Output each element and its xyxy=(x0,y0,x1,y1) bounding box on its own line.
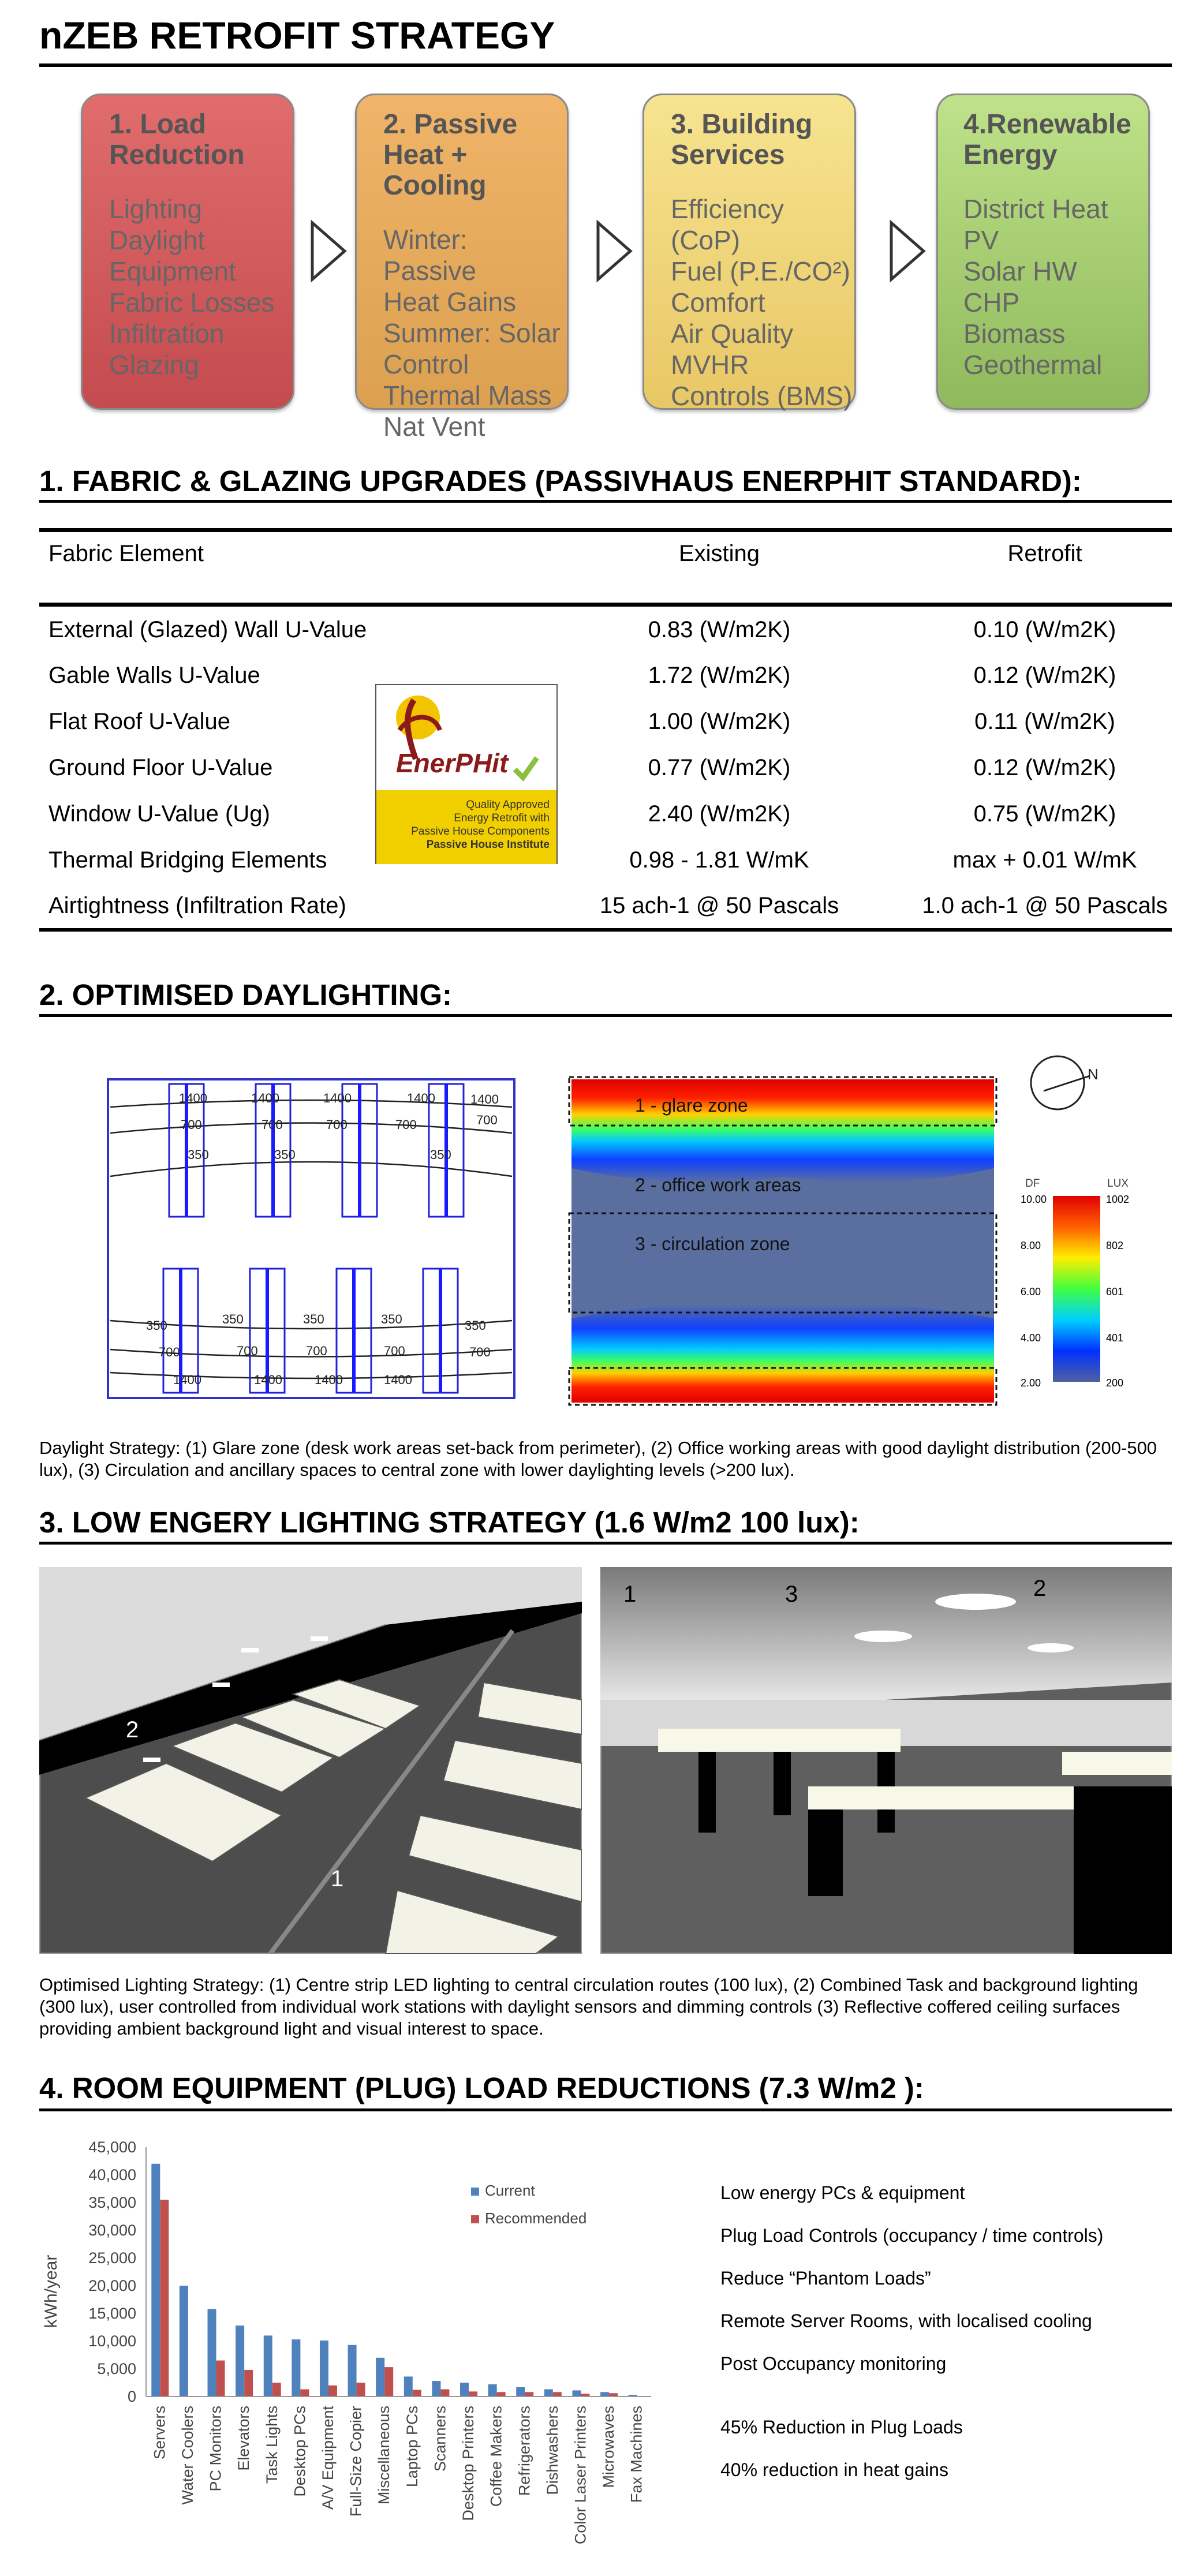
daylight-heatmap xyxy=(567,1076,999,1406)
badge-line: Energy Retrofit with xyxy=(454,812,550,824)
bar-recommended xyxy=(413,2390,421,2396)
contour-label: 1400 xyxy=(384,1373,412,1387)
bar-current xyxy=(544,2390,553,2396)
chevron-right-icon xyxy=(595,219,635,283)
point-item: Plug Load Controls (occupancy / time controls) xyxy=(720,2225,1104,2246)
x-tick-label: Coffee Makers xyxy=(487,2406,505,2507)
daylight-caption: Daylight Strategy: (1) Glare zone (desk work areas set-back from perimeter), (2) Office working areas with good daylight distribution (200-500 lux), (3) Circulation and ancillary spaces to central zone with lower daylighting levels (>200 lux). xyxy=(39,1438,1157,1480)
contour-label: 350 xyxy=(188,1147,209,1162)
bar-recommended xyxy=(497,2392,506,2396)
box-title-2: Services xyxy=(671,140,785,170)
contour-label: 1400 xyxy=(251,1091,279,1105)
contour-label: 350 xyxy=(381,1312,402,1326)
enerphit-badge xyxy=(375,684,558,864)
section1-heading: 1. FABRIC & GLAZING UPGRADES (PASSIVHAUS ENERPHIT STANDARD): xyxy=(39,465,1082,498)
legend-tick: 601 xyxy=(1106,1286,1124,1298)
result-item: 40% reduction in heat gains xyxy=(720,2459,948,2480)
page-title: nZEB RETROFIT STRATEGY xyxy=(39,14,555,57)
box-title-2: Heat + Cooling xyxy=(383,140,487,201)
box-item: Equipment xyxy=(109,256,236,286)
legend-tick: 10.00 xyxy=(1021,1194,1047,1205)
strategy-box-building-services xyxy=(642,94,856,410)
x-tick-label: Task Lights xyxy=(263,2406,281,2484)
box-item: PV xyxy=(963,225,999,255)
column-header: Retrofit xyxy=(1007,541,1082,566)
box-item: Daylight xyxy=(109,225,206,255)
legend-swatch-recommended xyxy=(471,2215,479,2223)
bar-current xyxy=(572,2390,581,2396)
box-item: Heat Gains xyxy=(383,287,517,317)
contour-label: 1400 xyxy=(315,1373,343,1387)
x-tick-label: Refrigerators xyxy=(515,2406,533,2496)
contour-label: 1400 xyxy=(407,1091,435,1105)
daylight-legend xyxy=(1021,1177,1159,1408)
table-cell: 0.83 (W/m2K) xyxy=(648,617,791,642)
table-cell: 2.40 (W/m2K) xyxy=(648,801,791,827)
bar-current xyxy=(432,2381,440,2396)
y-tick-label: 40,000 xyxy=(88,2166,136,2184)
table-cell: 0.12 (W/m2K) xyxy=(973,663,1116,688)
x-tick-label: Elevators xyxy=(235,2406,253,2471)
box-item: Fabric Losses xyxy=(109,287,275,317)
box-item: Summer: Solar xyxy=(383,318,561,348)
legend-current: Current xyxy=(485,2182,535,2199)
legend-lux-label: LUX xyxy=(1107,1177,1129,1190)
x-tick-label: Color Laser Printers xyxy=(571,2406,589,2545)
legend-tick: 200 xyxy=(1106,1377,1124,1389)
table-cell: Window U-Value (Ug) xyxy=(48,801,270,827)
box-item: Infiltration xyxy=(109,319,225,349)
y-tick-label: 10,000 xyxy=(88,2332,136,2350)
lighting-render-perspective xyxy=(600,1567,1172,1954)
contour-label: 700 xyxy=(384,1344,405,1358)
column-header: Existing xyxy=(678,541,760,566)
legend-tick: 4.00 xyxy=(1021,1332,1041,1344)
section4-heading: 4. ROOM EQUIPMENT (PLUG) LOAD REDUCTIONS (7.3 W/m2 ): xyxy=(39,2072,924,2104)
table-cell: 0.75 (W/m2K) xyxy=(973,801,1116,827)
bar-current xyxy=(320,2341,328,2396)
render-label: 2 xyxy=(1033,1576,1047,1601)
bar-current xyxy=(348,2345,357,2396)
x-tick-label: Laptop PCs xyxy=(403,2406,421,2488)
x-tick-label: Dishwashers xyxy=(543,2406,561,2495)
box-item: Lighting xyxy=(109,194,203,224)
box-title-1: 2. Passive xyxy=(383,109,518,140)
contour-label: 350 xyxy=(430,1147,451,1162)
badge-line: Passive House Components xyxy=(411,825,550,838)
table-cell: External (Glazed) Wall U-Value xyxy=(48,617,367,642)
box-title-1: 3. Building xyxy=(671,109,813,140)
box-title-1: 4.Renewable xyxy=(963,109,1131,140)
table-bottom-rule xyxy=(39,928,1172,932)
x-tick-label: A/V Equipment xyxy=(319,2406,337,2510)
y-axis-label: kWh/year xyxy=(42,2255,61,2328)
bar-current xyxy=(600,2392,609,2396)
y-tick-label: 30,000 xyxy=(88,2222,136,2239)
zone-label: 1 - glare zone xyxy=(635,1095,748,1116)
y-tick-label: 20,000 xyxy=(88,2277,136,2294)
strategy-box-passive xyxy=(355,94,569,442)
contour-label: 700 xyxy=(306,1344,327,1358)
section3-heading: 3. LOW ENGERY LIGHTING STRATEGY (1.6 W/m2 100 lux): xyxy=(39,1506,860,1539)
contour-label: 1400 xyxy=(179,1091,207,1105)
x-tick-label: Desktop Printers xyxy=(459,2406,477,2521)
table-cell: max + 0.01 W/mK xyxy=(952,847,1137,873)
point-item: Low energy PCs & equipment xyxy=(720,2182,965,2203)
bar-recommended xyxy=(216,2361,225,2396)
render-label: 1 xyxy=(331,1866,344,1891)
bar-current xyxy=(292,2339,300,2396)
contour-label: 700 xyxy=(181,1117,202,1132)
box-item: CHP xyxy=(963,287,1020,317)
legend-tick: 6.00 xyxy=(1021,1286,1041,1298)
legend-df-label: DF xyxy=(1025,1177,1040,1190)
contour-label: 700 xyxy=(326,1117,348,1132)
compass-icon xyxy=(1026,1050,1107,1114)
box-item: Controls (BMS) xyxy=(671,381,853,411)
contour-label: 350 xyxy=(303,1312,324,1326)
table-cell: 15 ach-1 @ 50 Pascals xyxy=(599,893,839,918)
y-tick-label: 35,000 xyxy=(88,2194,136,2211)
contour-label: 700 xyxy=(395,1117,417,1132)
table-cell: 0.10 (W/m2K) xyxy=(973,617,1116,642)
x-tick-label: Water Coolers xyxy=(178,2406,196,2505)
point-item: Remote Server Rooms, with localised cooling xyxy=(720,2310,1092,2331)
badge-line: Passive House Institute xyxy=(426,839,550,851)
box-title-2: Reduction xyxy=(109,140,245,170)
y-tick-label: 5,000 xyxy=(97,2360,136,2377)
legend-tick: 802 xyxy=(1106,1240,1124,1251)
table-cell: Ground Floor U-Value xyxy=(48,755,273,780)
section-rule xyxy=(39,2108,1172,2111)
section-rule xyxy=(39,1542,1172,1545)
bar-recommended xyxy=(160,2200,169,2396)
legend-recommended: Recommended xyxy=(485,2209,587,2227)
y-tick-label: 25,000 xyxy=(88,2249,136,2267)
bar-recommended xyxy=(440,2390,449,2396)
result-item: 45% Reduction in Plug Loads xyxy=(720,2417,963,2437)
box-item: District Heat xyxy=(963,194,1108,224)
box-item: Fuel (P.E./CO²) xyxy=(671,256,850,286)
strategy-box-load-reduction xyxy=(81,94,294,410)
contour-label: 350 xyxy=(222,1312,244,1326)
title-rule xyxy=(39,63,1172,67)
compass-label: N xyxy=(1088,1065,1099,1083)
x-tick-label: Microwaves xyxy=(600,2406,618,2488)
contour-label: 700 xyxy=(476,1113,498,1127)
render-label: 2 xyxy=(126,1717,139,1743)
point-item: Post Occupancy monitoring xyxy=(720,2353,947,2374)
plug-load-bar-chart xyxy=(39,2130,663,2568)
bar-recommended xyxy=(469,2391,477,2396)
section-rule xyxy=(39,500,1172,503)
lighting-caption: Optimised Lighting Strategy: (1) Centre strip LED lighting to central circulation routes (100 lux), (2) Combined Task and background lighting (300 lux), user controlled from individual work stations with daylight sensors and dimming controls (3) Reflective coffered ceiling surfaces providing ambient background light and visual interest to space. xyxy=(39,1975,1138,2039)
contour-label: 350 xyxy=(465,1318,486,1333)
bar-current xyxy=(264,2335,272,2396)
contour-label: 1400 xyxy=(254,1373,282,1387)
box-item: Solar HW xyxy=(963,256,1077,286)
x-tick-label: Miscellaneous xyxy=(375,2406,393,2505)
contour-label: 700 xyxy=(159,1345,180,1359)
bar-recommended xyxy=(384,2367,393,2396)
table-cell: 1.72 (W/m2K) xyxy=(648,663,791,688)
table-cell: 0.77 (W/m2K) xyxy=(648,755,791,780)
y-tick-label: 15,000 xyxy=(88,2305,136,2322)
bar-recommended xyxy=(300,2390,309,2396)
contour-label: 700 xyxy=(237,1344,258,1358)
table-cell: 0.11 (W/m2K) xyxy=(974,709,1115,734)
box-item: Winter: Passive xyxy=(383,225,477,286)
table-cell: 1.0 ach-1 @ 50 Pascals xyxy=(922,893,1168,918)
box-item: MVHR xyxy=(671,350,749,380)
chevron-right-icon xyxy=(888,219,928,283)
column-header: Fabric Element xyxy=(48,541,204,566)
contour-label: 1400 xyxy=(173,1373,201,1387)
badge-text-panel xyxy=(376,790,556,864)
box-item: Comfort xyxy=(671,287,765,317)
enerphit-logo-text: EnerPHit xyxy=(396,748,509,778)
legend-colorbar xyxy=(1053,1196,1100,1382)
bar-current xyxy=(516,2387,525,2396)
bar-current xyxy=(460,2383,469,2396)
bar-current xyxy=(488,2384,497,2396)
contour-label: 350 xyxy=(146,1318,167,1333)
bar-recommended xyxy=(272,2383,281,2396)
table-cell: 1.00 (W/m2K) xyxy=(648,709,791,734)
zone-label: 2 - office work areas xyxy=(635,1175,801,1195)
box-title-2: Energy xyxy=(963,140,1058,170)
legend-tick: 401 xyxy=(1106,1332,1124,1344)
contour-label: 700 xyxy=(469,1345,491,1359)
x-tick-label: Desktop PCs xyxy=(291,2406,309,2497)
x-tick-label: Full-Size Copier xyxy=(347,2406,365,2517)
table-cell: Gable Walls U-Value xyxy=(48,663,260,688)
table-cell: 0.98 - 1.81 W/mK xyxy=(629,847,809,873)
table-cell: Flat Roof U-Value xyxy=(48,709,230,734)
render-label: 3 xyxy=(785,1582,798,1607)
x-tick-label: Scanners xyxy=(431,2406,449,2472)
x-tick-label: PC Monitors xyxy=(207,2406,225,2492)
bar-recommended xyxy=(357,2383,365,2396)
y-tick-label: 45,000 xyxy=(88,2138,136,2156)
box-item: Efficiency (CoP) xyxy=(671,194,784,255)
legend-tick: 1002 xyxy=(1106,1194,1130,1205)
table-cell: 0.12 (W/m2K) xyxy=(973,755,1116,780)
bar-current xyxy=(236,2325,244,2396)
section-rule xyxy=(39,1014,1172,1017)
legend-swatch-current xyxy=(471,2188,479,2196)
table-top-rule xyxy=(39,528,1172,532)
box-item: Biomass xyxy=(963,319,1066,349)
box-item: Thermal Mass xyxy=(383,380,552,410)
table-header-rule xyxy=(39,603,1172,607)
table-cell: Airtightness (Infiltration Rate) xyxy=(48,893,346,918)
box-item: Glazing xyxy=(109,350,199,380)
point-item: Reduce “Phantom Loads” xyxy=(720,2268,931,2289)
lighting-render-plan xyxy=(39,1567,582,1954)
contour-label: 1400 xyxy=(470,1092,499,1106)
strategy-box-renewable xyxy=(936,94,1150,410)
legend-tick: 8.00 xyxy=(1021,1240,1041,1251)
legend-tick: 2.00 xyxy=(1021,1377,1041,1389)
daylight-contour-plan xyxy=(107,1078,515,1399)
zone-label: 3 - circulation zone xyxy=(635,1233,790,1254)
bar-current xyxy=(376,2358,384,2396)
badge-line: Quality Approved xyxy=(466,799,550,811)
x-tick-label: Servers xyxy=(151,2406,169,2460)
render-label: 1 xyxy=(623,1582,637,1607)
box-item: Air Quality xyxy=(671,319,794,349)
x-tick-label: Fax Machines xyxy=(627,2406,645,2503)
box-title-1: 1. Load xyxy=(109,109,207,140)
bar-recommended xyxy=(553,2392,562,2396)
bar-recommended xyxy=(244,2370,253,2396)
table-cell: Thermal Bridging Elements xyxy=(48,847,327,873)
box-item: Control xyxy=(383,349,469,379)
contour-label: 350 xyxy=(274,1147,296,1162)
contour-label: 700 xyxy=(261,1117,283,1132)
contour-label: 1400 xyxy=(323,1091,352,1105)
box-item: Nat Vent xyxy=(383,412,485,442)
bar-current xyxy=(208,2309,216,2396)
bar-recommended xyxy=(525,2392,533,2396)
bar-recommended xyxy=(328,2386,337,2396)
section2-heading: 2. OPTIMISED DAYLIGHTING: xyxy=(39,978,453,1011)
chevron-right-icon xyxy=(309,219,349,283)
box-item: Geothermal xyxy=(963,350,1103,380)
bar-current xyxy=(180,2286,188,2396)
bar-current xyxy=(151,2164,160,2396)
bar-current xyxy=(404,2376,413,2396)
y-tick-label: 0 xyxy=(127,2388,136,2405)
